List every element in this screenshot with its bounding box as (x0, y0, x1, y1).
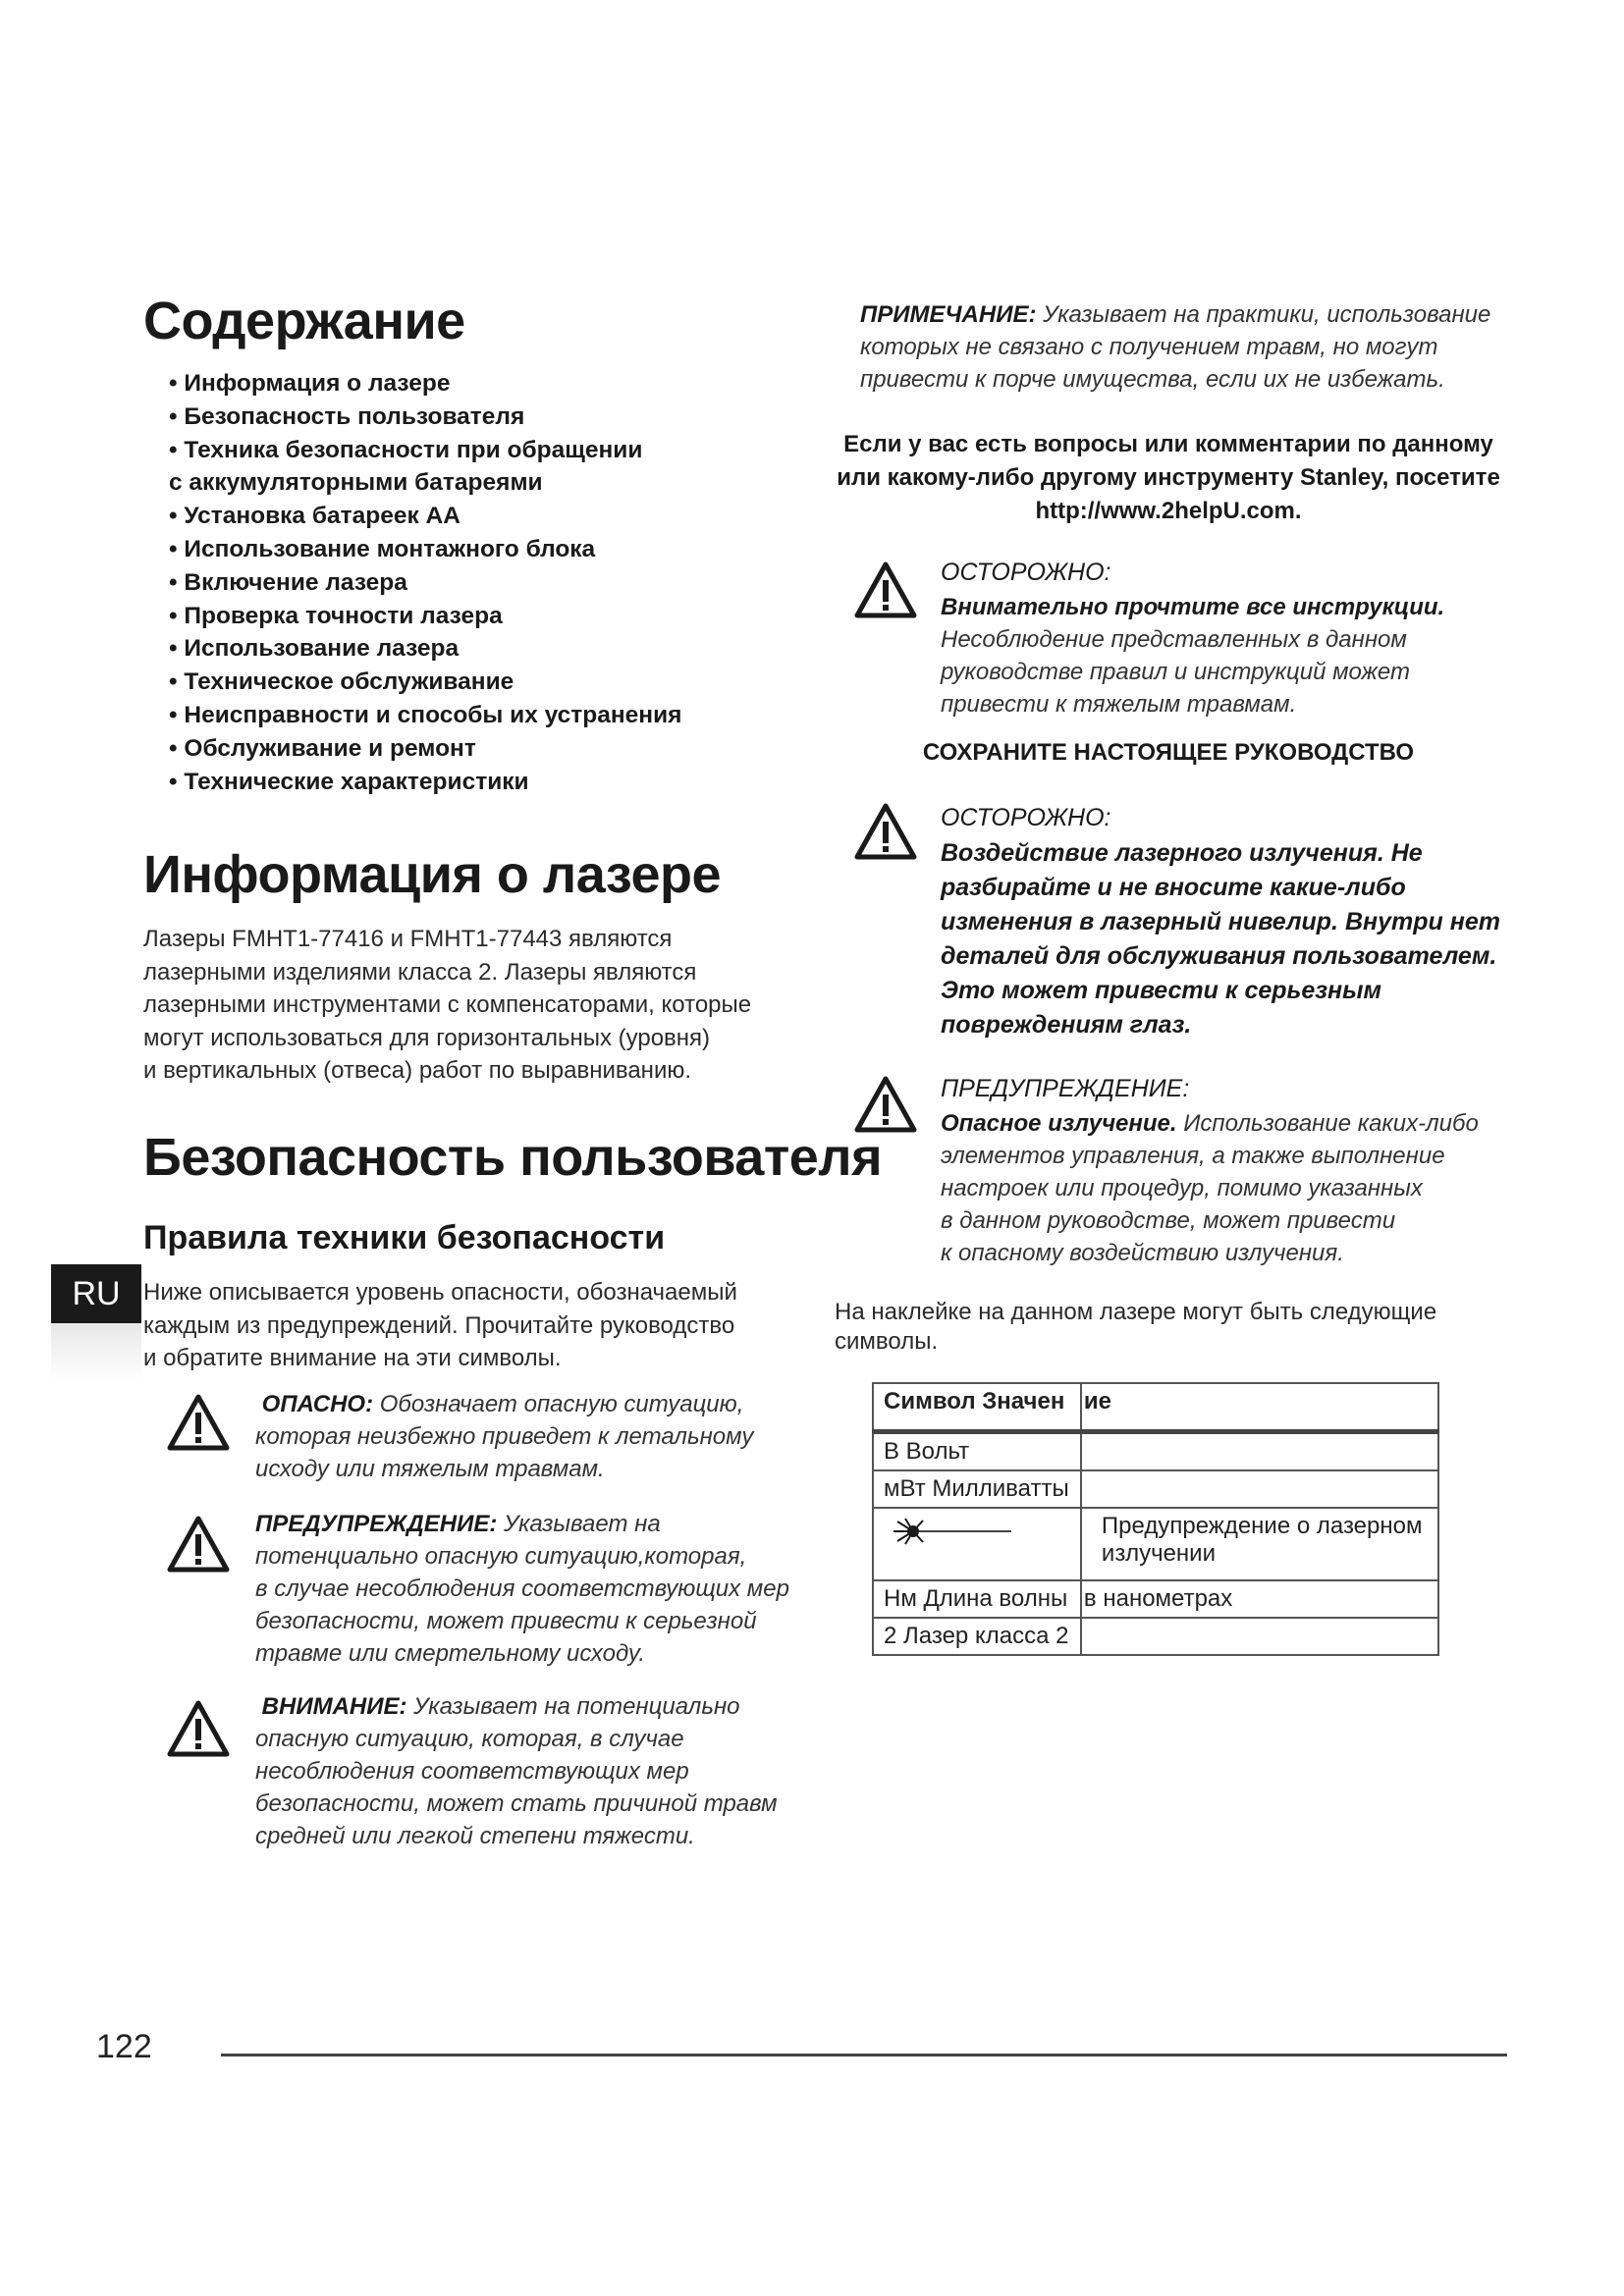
table-row: Предупреждение о лазерном излучении (873, 1508, 1438, 1580)
contact-info: Если у вас есть вопросы или комментарии по данному или какому-либо другому инструменту Stanley, посетите http://www.2helpU.com. (825, 428, 1512, 528)
toc-item[interactable]: • Техническое обслуживание (169, 668, 514, 696)
toc-item[interactable]: • Технические характеристики (169, 768, 529, 795)
caution-text: ВНИМАНИЕ: Указывает на потенциально опасную ситуацию, которая, в случае несоблюдения соответствующих мер безопасности, может стать причиной травм средней или легкой степени тяжести. (255, 1693, 778, 1849)
note-label: ПРИМЕЧАНИЕ: (860, 301, 1037, 328)
contents-list (169, 367, 778, 798)
toc-item[interactable]: • Неисправности и способы их устранения (169, 701, 682, 728)
toc-item[interactable]: • Использование лазера (169, 635, 460, 663)
save-manual-heading: СОХРАНИТЕ НАСТОЯЩЕЕ РУКОВОДСТВО (922, 739, 1415, 766)
laser-symbol-cell (873, 1508, 1081, 1580)
user-safety-title: Безопасность пользователя (143, 1128, 883, 1187)
toc-item[interactable]: • Безопасность пользователя (169, 402, 525, 430)
table-header-cell: Символ Значен (873, 1383, 1081, 1432)
warning-label: ПРЕДУПРЕЖДЕНИЕ: (255, 1511, 498, 1537)
toc-item[interactable]: • Информация о лазере (169, 370, 451, 397)
table-header-cell: ие (1081, 1383, 1438, 1432)
danger-text: ОПАСНО: Обозначает опасную ситуацию, которая неизбежно приведет к летальному исходу или тяжелым травмам. (255, 1391, 754, 1482)
caution-label: ВНИМАНИЕ: (261, 1693, 407, 1720)
danger-label: ОПАСНО: (261, 1391, 374, 1417)
table-header-row (873, 1383, 1438, 1432)
warning-triangle-icon (167, 1700, 230, 1757)
warning-triangle-icon (167, 1394, 230, 1451)
warning2-label: Опасное излучение. (941, 1110, 1177, 1137)
table-row: 2 Лазер класса 2 (873, 1618, 1438, 1655)
caution1-title: ОСТОРОЖНО: (941, 559, 1111, 586)
language-tab-shadow (51, 1323, 141, 1382)
table-row: Нм Длина волны в нанометрах (873, 1580, 1438, 1618)
warning-triangle-icon (854, 803, 917, 860)
warning-triangle-icon (854, 1076, 917, 1133)
safety-rules-subtitle: Правила техники безопасности (143, 1219, 666, 1256)
page-number: 122 (96, 2028, 152, 2065)
warning2-title: ПРЕДУПРЕЖДЕНИЕ: (941, 1075, 1190, 1102)
caution2-title: ОСТОРОЖНО: (941, 804, 1111, 831)
symbol-table (872, 1382, 1439, 1656)
table-row: В Вольт (873, 1432, 1438, 1471)
support-link[interactable]: http://www.2helpU.com. (1035, 498, 1302, 524)
caution2-text: Воздействие лазерного излучения. Не разбирайте и не вносите какие-либо изменения в лазерный нивелир. Внутри нет деталей для обслуживания пользователем. Это может привести к серьезным повреждениям глаз. (941, 839, 1500, 1039)
toc-item[interactable]: • Обслуживание и ремонт (169, 734, 476, 762)
warning-triangle-icon (167, 1516, 230, 1573)
toc-item[interactable]: • Включение лазера (169, 568, 407, 596)
note-text: ПРИМЕЧАНИЕ: Указывает на практики, использование которых не связано с получением травм, но могут привести к порче имущества, если их не избежать. (860, 301, 1491, 393)
label-intro: На наклейке на данном лазере могут быть следующие символы. (835, 1299, 1437, 1355)
warning2-text: Опасное излучение. Использование каких-либо элементов управления, а также выполнение настроек или процедур, помимо указанных в данном руководстве, может привести к опасному воздействию излучения. (941, 1110, 1479, 1266)
contents-title: Содержание (143, 292, 465, 350)
toc-item[interactable]: • Использование монтажного блока (169, 535, 596, 562)
caution1-text: Внимательно прочтите все инструкции. Несоблюдение представленных в данном руководстве правил и инструкций может привести к тяжелым травмам. (941, 594, 1445, 718)
toc-item[interactable]: • Техника безопасности при обращении (169, 436, 643, 463)
safety-intro: Ниже описывается уровень опасности, обозначаемый каждым из предупреждений. Прочитайте руководство и обратите внимание на эти символы. (143, 1279, 737, 1371)
footer-divider (221, 2054, 1507, 2056)
toc-item[interactable]: с аккумуляторными батареями (169, 469, 543, 497)
warning-triangle-icon (854, 561, 917, 618)
toc-item[interactable]: • Установка батареек AA (169, 503, 460, 530)
laser-info-title: Информация о лазере (143, 845, 722, 904)
toc-item[interactable]: • Проверка точности лазера (169, 602, 503, 629)
laser-beam-icon (884, 1517, 1051, 1546)
table-row: мВт Милливатты (873, 1470, 1438, 1508)
laser-info-text: Лазеры FMHT1-77416 и FMHT1-77443 являются лазерными изделиями класса 2. Лазеры являются лазерными инструментами с компенсаторами, которые могут использоваться для горизонтальных (уровня) и вертикальных (отвеса) работ по выравниванию. (143, 926, 752, 1084)
language-tab[interactable]: RU (51, 1264, 141, 1323)
warning-text: ПРЕДУПРЕЖДЕНИЕ: Указывает на потенциально опасную ситуацию,которая, в случае несоблюдения соответствующих мер безопасности, может привести к серьезной травме или смертельному исходу. (255, 1511, 789, 1667)
